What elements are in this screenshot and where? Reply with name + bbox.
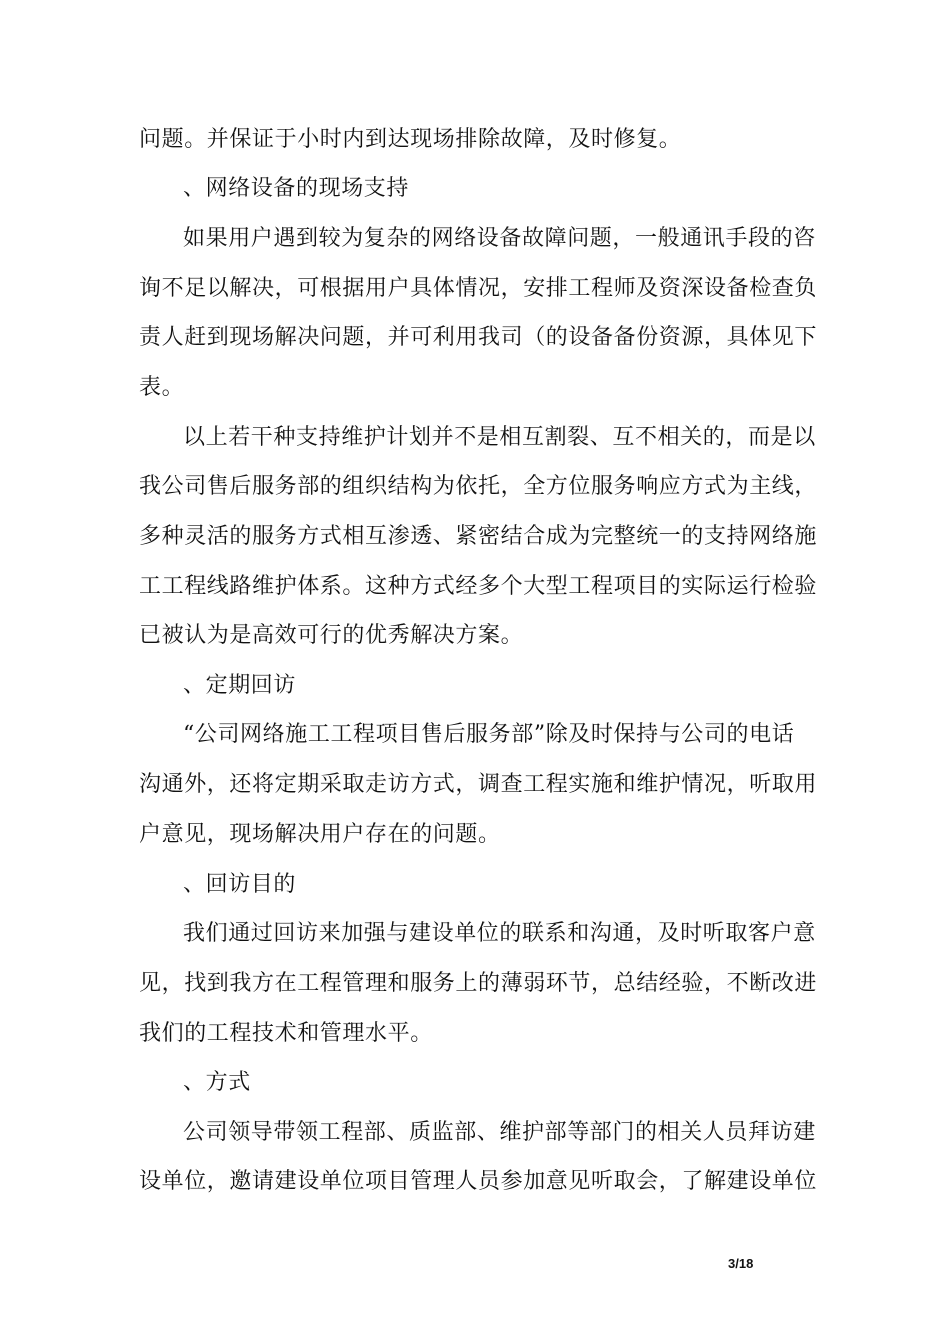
section-heading: 、定期回访 [183,673,297,698]
text-line: 问题。并保证于小时内到达现场排除故障，及时修复。 [139,127,682,152]
text-line: 询不足以解决，可根据用户具体情况，安排工程师及资深设备检查负 [139,276,818,301]
paragraph-first-line: 以上若干种支持维护计划并不是相互割裂、互不相关的，而是以 [183,425,816,450]
text-line: 已被认为是高效可行的优秀解决方案。 [139,623,524,648]
text-line: 户意见，现场解决用户存在的问题。 [139,822,501,847]
section-heading: 、方式 [183,1070,251,1095]
text-line: 设单位，邀请建设单位项目管理人员参加意见听取会，了解建设单位 [139,1169,818,1194]
text-line: 工工程线路维护体系。这种方式经多个大型工程项目的实际运行检验 [139,574,818,599]
section-heading: 、网络设备的现场支持 [183,176,410,201]
page-number: 3/18 [728,1256,754,1271]
section-heading: 、回访目的 [183,872,297,897]
paragraph-first-line: “公司网络施工工程项目售后服务部”除及时保持与公司的电话 [183,722,795,747]
text-line: 我们的工程技术和管理水平。 [139,1021,433,1046]
text-line: 责人赶到现场解决问题，并可利用我司（的设备备份资源，具体见下 [139,325,818,350]
text-line: 多种灵活的服务方式相互渗透、紧密结合成为完整统一的支持网络施 [139,524,818,549]
text-line: 见，找到我方在工程管理和服务上的薄弱环节，总结经验，不断改进 [139,971,818,996]
paragraph-first-line: 如果用户遇到较为复杂的网络设备故障问题，一般通讯手段的咨 [183,226,816,251]
text-line: 表。 [139,375,185,400]
paragraph-first-line: 公司领导带领工程部、质监部、维护部等部门的相关人员拜访建 [183,1120,816,1145]
paragraph-first-line: 我们通过回访来加强与建设单位的联系和沟通，及时听取客户意 [183,921,816,946]
text-line: 我公司售后服务部的组织结构为依托，全方位服务响应方式为主线， [139,474,818,499]
text-line: 沟通外，还将定期采取走访方式，调查工程实施和维护情况，听取用 [139,772,818,797]
